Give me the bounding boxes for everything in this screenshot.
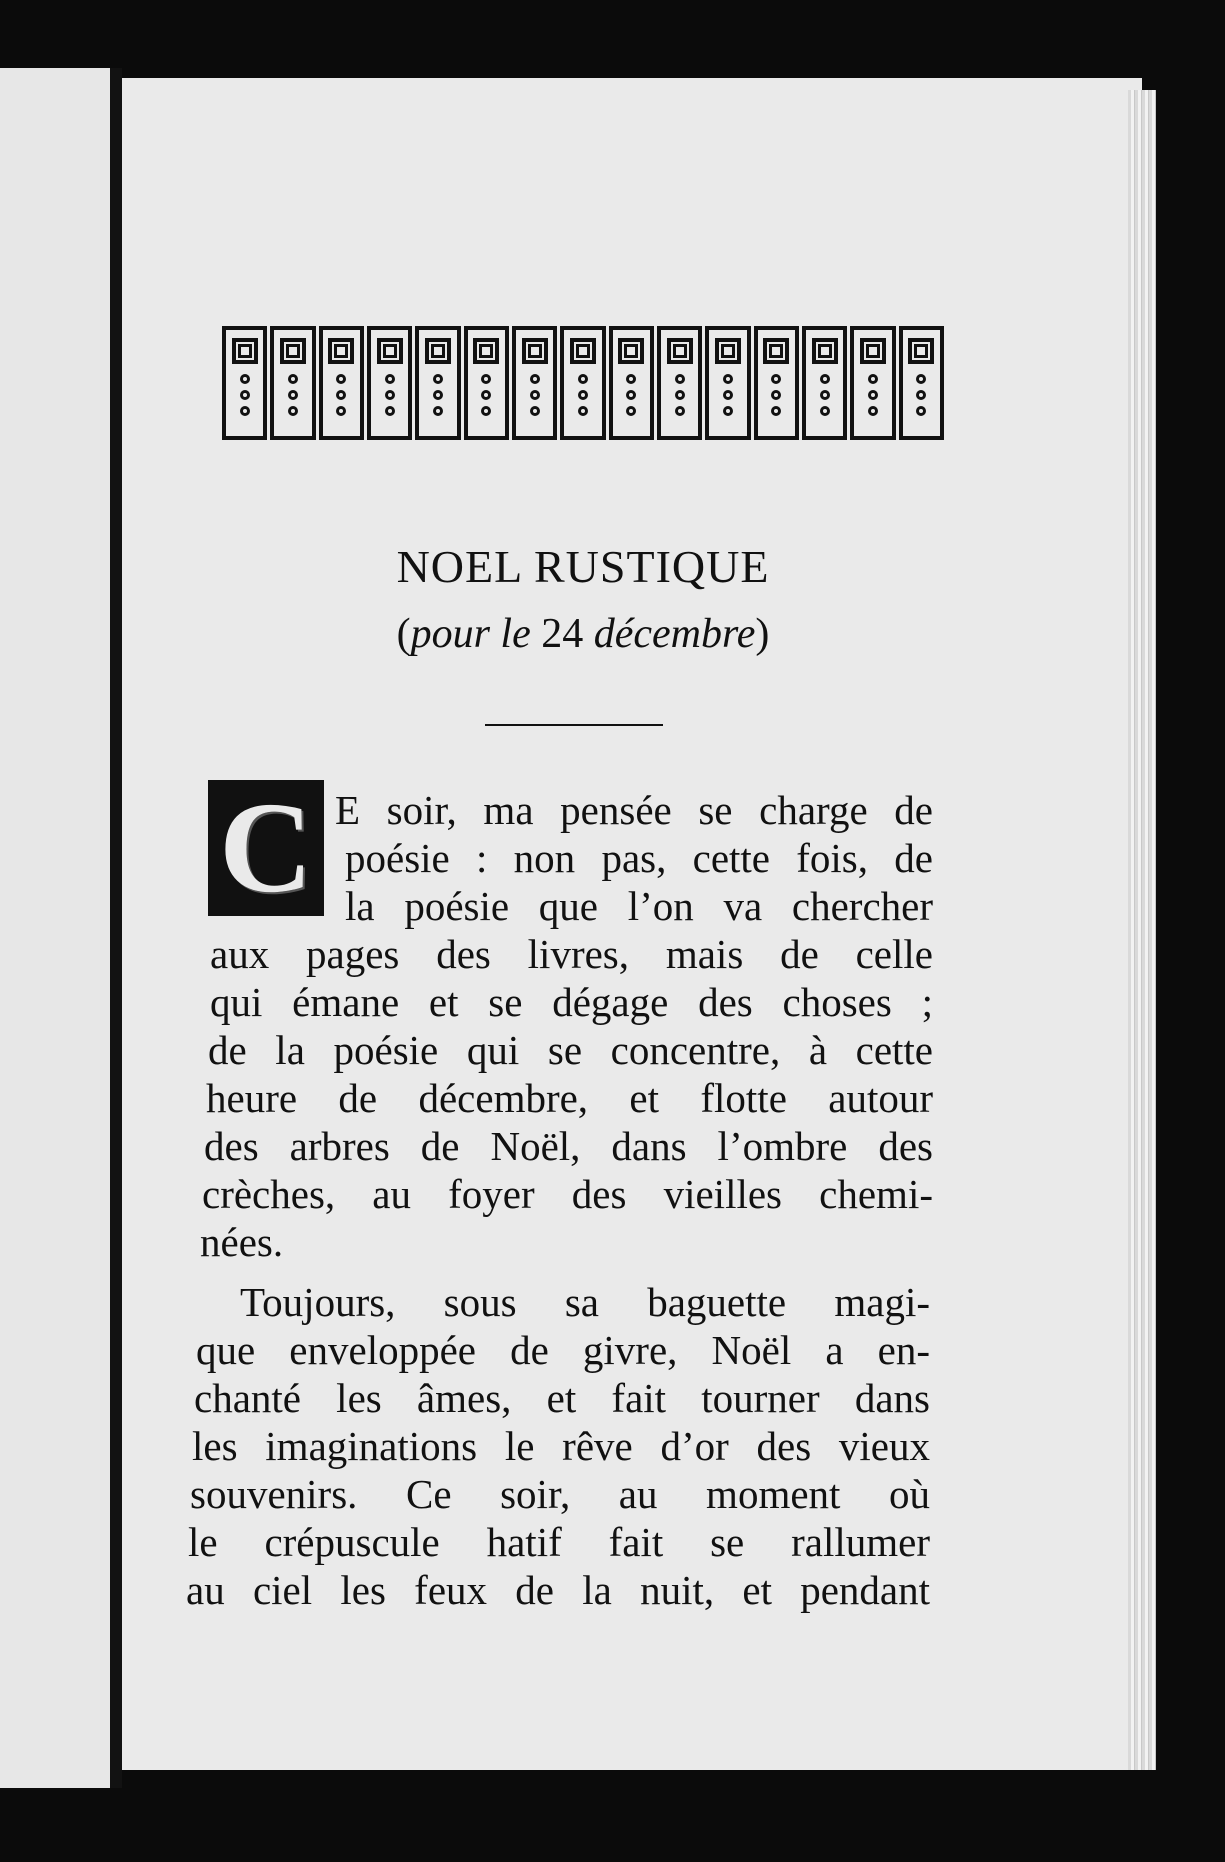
subtitle-close-paren: ) [755, 611, 770, 657]
frieze-square [377, 338, 403, 364]
frieze-dots [530, 374, 540, 416]
ornamental-dropcap [208, 776, 324, 920]
frieze-dot [385, 374, 395, 384]
text-line: que enveloppée de givre, Noël a en- [196, 1327, 930, 1373]
facing-page-edge [0, 68, 110, 1788]
frieze-dot [868, 406, 878, 416]
ornamental-frieze [222, 326, 944, 440]
frieze-block [705, 326, 750, 440]
frieze-dot [626, 406, 636, 416]
frieze-square [715, 338, 741, 364]
frieze-block [754, 326, 799, 440]
frieze-dot [385, 406, 395, 416]
frieze-dots [385, 374, 395, 416]
frieze-block [850, 326, 895, 440]
frieze-dot [723, 374, 733, 384]
frieze-dot [481, 390, 491, 400]
frieze-dots [723, 374, 733, 416]
frieze-block [222, 326, 267, 440]
frieze-block [899, 326, 944, 440]
frieze-dot [868, 374, 878, 384]
frieze-dot [530, 374, 540, 384]
dropcap-letter: C [219, 776, 313, 920]
frieze-block [512, 326, 557, 440]
frieze-dot [433, 374, 443, 384]
frieze-dot [578, 406, 588, 416]
frieze-dot [240, 390, 250, 400]
frieze-square [473, 338, 499, 364]
frieze-block [367, 326, 412, 440]
text-line: heure de décembre, et flotte autour [206, 1075, 933, 1121]
frieze-block [609, 326, 654, 440]
frieze-dot [288, 390, 298, 400]
text-line: des arbres de Noël, dans l’ombre des [204, 1123, 933, 1169]
frieze-dot [336, 390, 346, 400]
frieze-dots [336, 374, 346, 416]
frieze-square [232, 338, 258, 364]
text-line: souvenirs. Ce soir, au moment où [190, 1471, 930, 1517]
frieze-dot [675, 374, 685, 384]
text-line: poésie : non pas, cette fois, de [345, 835, 933, 881]
frieze-dot [433, 390, 443, 400]
text-line: aux pages des livres, mais de celle [210, 931, 933, 977]
text-line: au ciel les feux de la nuit, et pendant [186, 1567, 930, 1613]
frieze-dot [240, 374, 250, 384]
frieze-dot [916, 374, 926, 384]
frieze-square [522, 338, 548, 364]
chapter-title: NOEL RUSTIQUE [396, 541, 770, 592]
frieze-square [667, 338, 693, 364]
frieze-dots [916, 374, 926, 416]
frieze-square [328, 338, 354, 364]
text-line: qui émane et se dégage des choses ; [210, 979, 933, 1025]
frieze-dot [481, 406, 491, 416]
frieze-dot [336, 374, 346, 384]
frieze-square [763, 338, 789, 364]
frieze-dot [481, 374, 491, 384]
frieze-dot [771, 406, 781, 416]
text-line: de la poésie qui se concentre, à cette [208, 1027, 933, 1073]
frieze-block [319, 326, 364, 440]
subtitle-day: 24 [541, 611, 584, 657]
text-line: crèches, au foyer des vieilles chemi- [202, 1171, 933, 1217]
frieze-dot [433, 406, 443, 416]
frieze-block [560, 326, 605, 440]
frieze-square [812, 338, 838, 364]
frieze-dot [336, 406, 346, 416]
frieze-dot [820, 390, 830, 400]
frieze-dots [675, 374, 685, 416]
frieze-square [860, 338, 886, 364]
book-gutter [110, 68, 122, 1788]
frieze-dot [530, 406, 540, 416]
frieze-dot [916, 406, 926, 416]
frieze-square [618, 338, 644, 364]
frieze-dot [288, 406, 298, 416]
frieze-dot [820, 374, 830, 384]
page-stack-edge [1128, 90, 1156, 1770]
frieze-square [908, 338, 934, 364]
subtitle-open-paren: ( [396, 611, 411, 657]
frieze-dot [916, 390, 926, 400]
frieze-block [415, 326, 460, 440]
frieze-dot [820, 406, 830, 416]
frieze-dots [626, 374, 636, 416]
text-line: Toujours, sous sa baguette magi- [240, 1279, 930, 1325]
frieze-dots [288, 374, 298, 416]
frieze-dot [868, 390, 878, 400]
frieze-dot [723, 406, 733, 416]
subtitle-pour-le: pour le [410, 611, 531, 657]
text-line: le crépuscule hatif fait se rallumer [188, 1519, 930, 1565]
frieze-dot [578, 374, 588, 384]
frieze-block [802, 326, 847, 440]
text-line: les imaginations le rêve d’or des vieux [192, 1423, 930, 1469]
frieze-dot [578, 390, 588, 400]
chapter-subtitle [222, 610, 944, 658]
frieze-dot [771, 374, 781, 384]
frieze-dots [240, 374, 250, 416]
frieze-dot [675, 406, 685, 416]
frieze-dots [771, 374, 781, 416]
frieze-dots [868, 374, 878, 416]
title-rule [485, 724, 663, 726]
frieze-block [464, 326, 509, 440]
frieze-dot [723, 390, 733, 400]
frieze-dot [288, 374, 298, 384]
text-line: nées. [200, 1219, 284, 1265]
frieze-dot [626, 374, 636, 384]
frieze-dots [578, 374, 588, 416]
frieze-dots [820, 374, 830, 416]
frieze-dot [530, 390, 540, 400]
subtitle-month: décembre [593, 611, 756, 657]
frieze-square [570, 338, 596, 364]
text-line-first: E soir, ma pensée se charge de [335, 787, 933, 833]
frieze-block [270, 326, 315, 440]
frieze-dot [675, 390, 685, 400]
frieze-dot [771, 390, 781, 400]
frieze-dot [240, 406, 250, 416]
text-line: la poésie que l’on va chercher [345, 883, 933, 929]
frieze-dot [385, 390, 395, 400]
frieze-square [425, 338, 451, 364]
frieze-dots [433, 374, 443, 416]
frieze-dots [481, 374, 491, 416]
frieze-dot [626, 390, 636, 400]
frieze-square [280, 338, 306, 364]
text-line: chanté les âmes, et fait tourner dans [194, 1375, 930, 1421]
frieze-block [657, 326, 702, 440]
